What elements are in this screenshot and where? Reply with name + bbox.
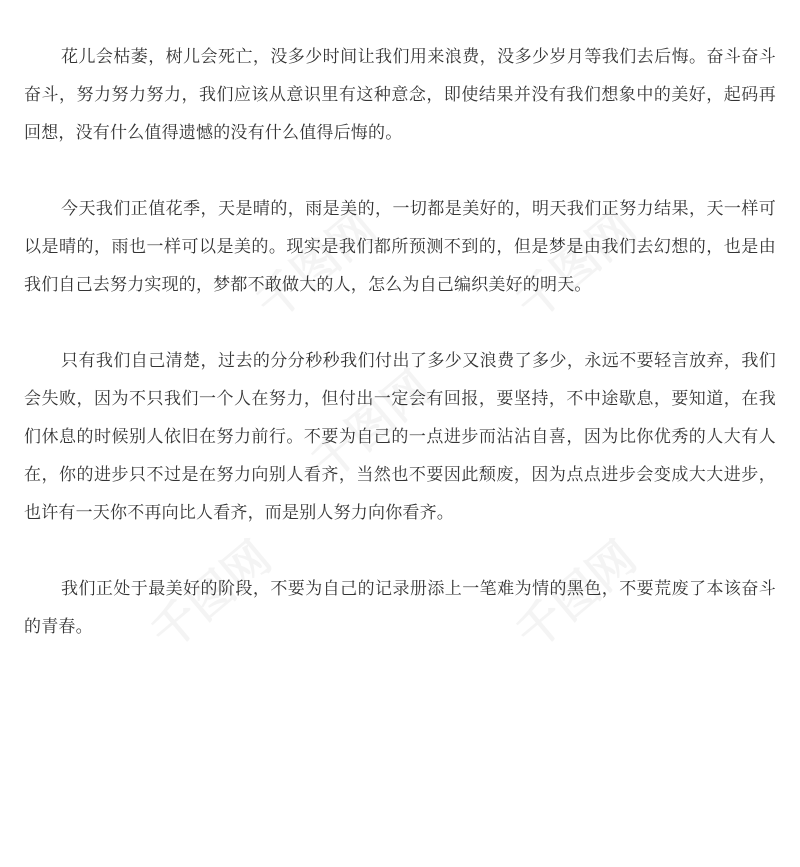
- paragraph-2: 今天我们正值花季，天是晴的，雨是美的，一切都是美好的，明天我们正努力结果，天一样可以是晴的，雨也一样可以是美的。现实是我们都所预测不到的，但是梦是由我们去幻想的，也是由我们自己去努力实现的，梦都不敢做大的人，怎么为自己编织美好的明天。: [24, 199, 776, 295]
- paragraph-3: 只有我们自己清楚，过去的分分秒秒我们付出了多少又浪费了多少，永远不要轻言放弃，我们会失败，因为不只我们一个人在努力，但付出一定会有回报，要坚持，不中途歇息，要知道，在我们休息的时候别人依旧在努力前行。不要为自己的一点进步而沾沾自喜，因为比你优秀的人大有人在，你的进步只不过是在努力向别人看齐，当然也不要因此颓废，因为点点进步会变成大大进步，也许有一天你不再向比人看齐，而是别人努力向你看齐。: [24, 351, 776, 523]
- paragraph-4: 我们正处于最美好的阶段，不要为自己的记录册添上一笔难为情的黑色，不要荒废了本该奋斗的青春。: [24, 579, 776, 637]
- paragraph-1: 花儿会枯萎，树儿会死亡，没多少时间让我们用来浪费，没多少岁月等我们去后悔。奋斗奋斗奋斗，努力努力努力，我们应该从意识里有这种意念，即使结果并没有我们想象中的美好，起码再回想，没有什么值得遗憾的没有什么值得后悔的。: [24, 47, 776, 143]
